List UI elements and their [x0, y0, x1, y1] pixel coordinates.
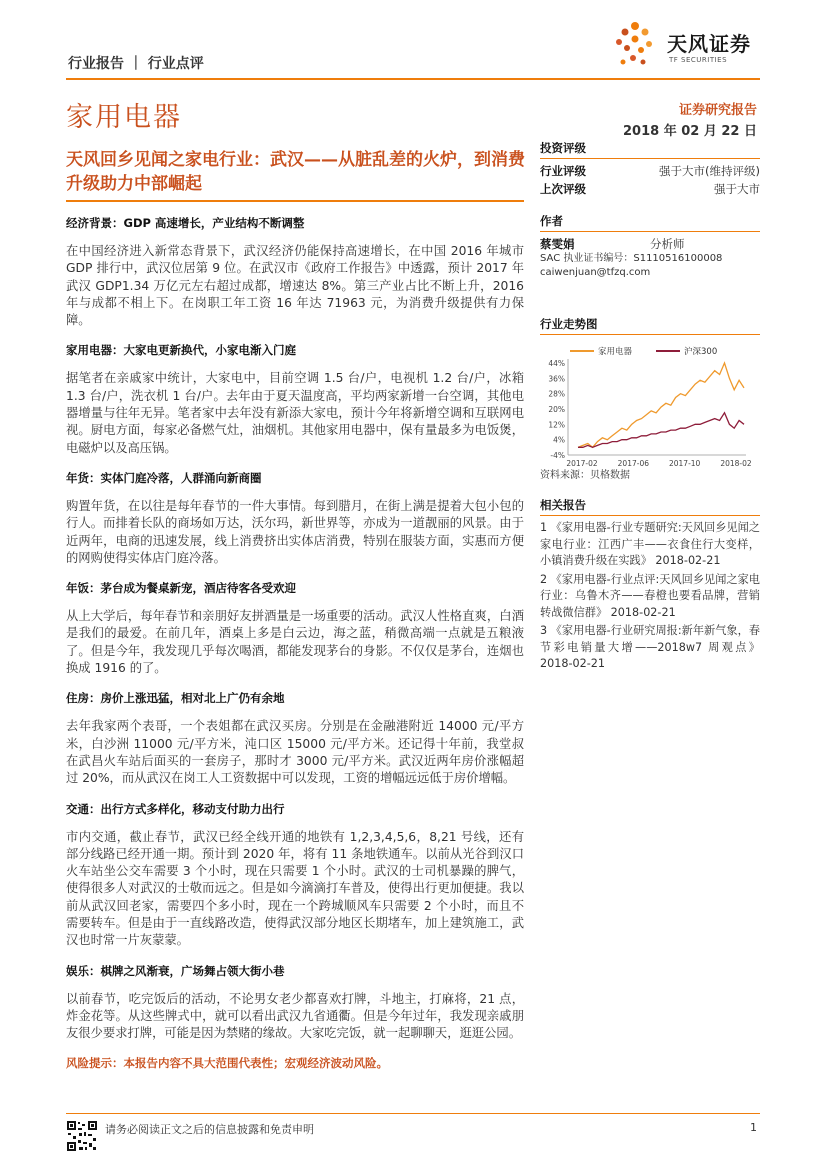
section-body: 去年我家两个表哥，一个表姐都在武汉买房。分别是在金融港附近 14000 元/平方米，白沙洲 11000 元/平方米，沌口区 15000 元/平方米。还记得十年前，我堂叔在武昌火车站后面买的一套房子，那时才 3000 元/平方米。武汉近两年房价涨幅超过 20%，而从武汉在岗工人工资数据中可以发现，工资的增幅远远低于房价增幅。: [66, 719, 524, 786]
y-tick-label: 28%: [548, 389, 565, 399]
section-heading: 交通：出行方式多样化，移动支付助力出行: [66, 801, 285, 816]
report-date: 2018 年 02 月 22 日: [623, 124, 757, 139]
section-heading: 年饭：茅台成为餐桌新宠，酒店待客各受欢迎: [66, 581, 296, 596]
chart-source: 资料来源：贝格数据: [540, 470, 630, 481]
y-tick-label: 4%: [553, 435, 565, 445]
section-body: 市内交通，截止春节，武汉已经全线开通的地铁有 1,2,3,4,5,6，8,21 号线，还有部分线路已经开通一期。预计到 2020 年，将有 11 条地铁通车。以前从光谷到汉口火车站坐公交车需要 3 个小时，现在只需要 1 个小时。武汉的士司机暴躁的脾气，使得很多人对武汉的士敬而远之。但是如今滴滴打车普及，使得出行更加便捷。我以前从武汉回老家，需要四个多小时，现在一个跨城顺风车只需要 2 个小时，而且不需要转车。但是由于一直线路改造，使得武汉部分地区长期堵车，加上建筑施工，武汉也时常一片灰蒙蒙。: [66, 829, 524, 948]
section-heading: 娱乐：棋牌之风渐衰，广场舞占领大街小巷: [66, 963, 285, 978]
legend-label: 沪深300: [684, 347, 718, 357]
author-role: 分析师: [650, 237, 685, 251]
x-tick-label: 2017-10: [668, 459, 701, 467]
related-report-3[interactable]: 3 《家用电器-行业研究周报:新年新气象，春节彩电销量大增——2018w7 周观点》 2018-02-21: [540, 624, 760, 670]
rating-heading: 投资评级: [540, 140, 760, 159]
footer-disclaimer[interactable]: 请务必阅读正文之后的信息披露和免责申明: [105, 1123, 314, 1136]
trend-chart-panel: [540, 316, 762, 466]
top-divider: [66, 78, 760, 80]
report-type: 行业报告 ｜ 行业点评: [68, 56, 204, 72]
series-line: [578, 363, 744, 447]
sidebar-lower: [540, 469, 760, 673]
trend-chart: [540, 335, 762, 467]
title-divider: [66, 200, 524, 202]
legend-label: 家用电器: [598, 347, 633, 357]
industry-category: 家用电器: [66, 102, 182, 133]
section-heading: 住房：房价上涨迅猛，相对北上广仍有余地: [66, 691, 285, 706]
prev-rating-label: 上次评级: [540, 182, 586, 196]
series-line: [578, 413, 744, 448]
author-email[interactable]: caiwenjuan@tfzq.com: [540, 267, 651, 278]
rating-row: [540, 163, 760, 179]
footer-divider: [66, 1113, 760, 1114]
rating-value: 强于大市(维持评级): [659, 164, 760, 178]
y-tick-label: 36%: [548, 374, 565, 384]
section-body: 从上大学后，每年春节和亲朋好友拼酒量是一场重要的活动。武汉人性格直爽，白酒是我们的最爱。在前几年，酒桌上多是白云边，海之蓝，稍微高端一点就是五粮液了。但是今年，我发现几乎每次喝酒，都能发现茅台的身影。不仅仅是茅台，连烟也换成 1916 的了。: [66, 609, 524, 676]
section-body: 据笔者在亲戚家中统计，大家电中，目前空调 1.5 台/户，电视机 1.2 台/户，冰箱 1.3 台/户，洗衣机 1 台/户。去年由于夏天温度高，平均两家新增一台空调，其他电器增量与往年无异。笔者家中去年没有新添大家电，预计今年将新增空调和互联网电视。厨电方面，每家必备燃气灶，油烟机。其他家用电器中，保有量最多为电饭煲，电磁炉以及高压锅。: [66, 371, 524, 455]
logo-mark-icon: [605, 18, 661, 74]
qr-code-icon: [66, 1120, 98, 1152]
trend-heading: 行业走势图: [540, 316, 760, 335]
x-tick-label: 2018-02: [720, 459, 752, 467]
related-heading: 相关报告: [540, 497, 760, 516]
author-cert: SAC 执业证书编号：S1110516100008: [540, 253, 723, 264]
y-tick-label: 12%: [548, 420, 565, 430]
y-tick-label: 20%: [548, 405, 565, 414]
section-heading: 年货：实体门庭冷落，人群涌向新商圈: [66, 470, 262, 485]
author-name: 蔡雯娟: [540, 237, 575, 251]
section-heading: 经济背景：GDP 高速增长，产业结构不断调整: [66, 216, 305, 230]
author-row: [540, 236, 760, 252]
section-heading: 家用电器：大家电更新换代，小家电渐入门庭: [66, 343, 296, 358]
report-label: 证券研究报告: [678, 103, 757, 118]
logo-cn-text: 天风证券: [667, 32, 751, 56]
main-content: [66, 215, 524, 1071]
prev-rating-row: [540, 181, 760, 197]
section-body: 在中国经济进入新常态背景下，武汉经济仍能保持高速增长，在中国 2016 年城市 GDP 排行中，武汉位居第 9 位。在武汉市《政府工作报告》中透露，预计 2017 年武汉 GDP1.34 万亿元左右超过成都，增速达 8%。第三产业占比不断上升，2016 年与成都不相上下。在岗职工年工资 16 年达 71963 元，为消费升级提供有力保障。: [66, 244, 524, 328]
x-tick-label: 2017-06: [617, 459, 650, 467]
x-tick-label: 2017-02: [566, 459, 598, 467]
section-body: 购置年货，在以往是每年春节的一件大事情。每到腊月，在街上满是提着大包小包的行人。而排着长队的商场如万达，沃尔玛，新世界等，亦成为一道靓丽的风景。由于近两年，电商的迅速发展，线上消费挤出实体店消费，特别在服装方面，实惠而方便的网购使得实体店门庭冷落。: [66, 498, 524, 565]
risk-warning: 风险提示：本报告内容不具大范围代表性；宏观经济波动风险。: [66, 1055, 388, 1070]
page-number: 1: [750, 1121, 757, 1134]
logo-en-text: TF SECURITIES: [669, 56, 728, 64]
related-report-1[interactable]: 1 《家用电器-行业专题研究:天风回乡见闻之家电行业：江西广丰——衣食住行大变样，小镇消费升级在实践》 2018-02-21: [540, 521, 760, 567]
sidebar: [540, 140, 760, 280]
prev-rating-value: 强于大市: [714, 182, 760, 196]
report-title: 天风回乡见闻之家电行业：武汉——从脏乱差的火炉，到消费升级助力中部崛起: [66, 150, 525, 194]
author-heading: 作者: [540, 213, 760, 232]
y-tick-label: -4%: [550, 451, 565, 460]
related-report-2[interactable]: 2 《家用电器-行业点评:天风回乡见闻之家电行业：乌鲁木齐——春橙也要看品牌，营销转战微信群》 2018-02-21: [540, 572, 760, 619]
section-body: 以前春节，吃完饭后的活动，不论男女老少都喜欢打牌，斗地主，打麻将，21 点，炸金花等。从这些牌式中，就可以看出武汉九省通衢。但是今年过年，我发现亲戚朋友很少要求打牌，可能是因为禁赌的缘故。大家吃完饭，就一起聊聊天，逛逛公园。: [66, 991, 524, 1041]
rating-label: 行业评级: [540, 164, 586, 178]
y-tick-label: 44%: [548, 359, 565, 368]
company-logo: [605, 18, 785, 74]
